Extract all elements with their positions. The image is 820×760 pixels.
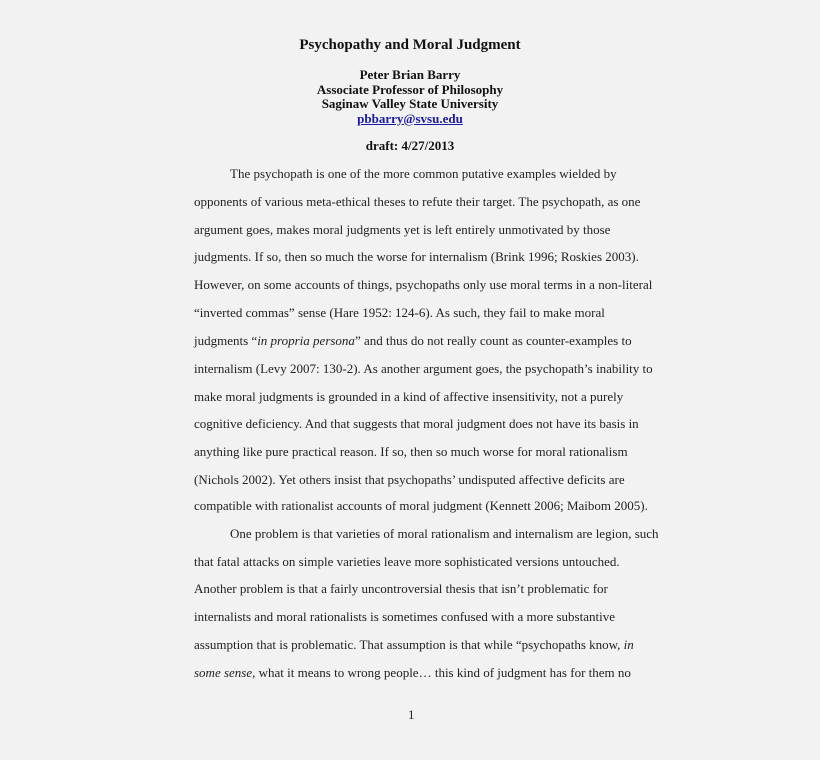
document-title: Psychopathy and Moral Judgment [299,37,521,53]
body-line: However, on some accounts of things, psychopaths only use moral terms in a non-literal [194,277,653,292]
author-affiliation: Saginaw Valley State University [321,96,499,111]
body-line [194,665,631,681]
italic-phrase: some sense [194,665,253,680]
body-line: Another problem is that a fairly uncontroversial thesis that isn’t problematic for [194,581,608,596]
page-number: 1 [408,707,415,722]
author-position: Associate Professor of Philosophy [316,81,504,97]
body-line: internalists and moral rationalists is sometimes confused with a more substantive [194,609,615,624]
italic-phrase: in [623,637,634,652]
body-text: ” and thus do not really count as counter-examples to [354,333,632,348]
body-text: , what it means to wrong people… this kind of judgment has for them no [252,665,631,680]
italic-phrase: in propria persona [257,333,355,348]
body-line: “inverted commas” sense (Hare 1952: 124-6). As such, they fail to make moral [194,305,605,320]
body-line: opponents of various meta-ethical theses to refute their target. The psychopath, as one [194,194,641,209]
author-block [0,68,820,126]
body-line: cognitive deficiency. And that suggests that moral judgment does not have its basis in [194,416,639,431]
body-line: anything like pure practical reason. If so, then so much worse for moral rationalism [194,444,628,459]
body-line: make moral judgments is grounded in a kind of affective insensitivity, not a purely [194,389,624,404]
body-text: judgments “ [194,333,258,348]
author-name: Peter Brian Barry [359,67,461,82]
body-line [194,637,634,653]
body-line: that fatal attacks on simple varieties leave more sophisticated versions untouched. [194,554,620,569]
author-email-link[interactable]: pbbarry@svsu.edu [357,110,463,126]
body-line: judgments. If so, then so much the worse for internalism (Brink 1996; Roskies 2003). [194,249,639,264]
body-line: argument goes, makes moral judgments yet is left entirely unmotivated by those [194,222,611,237]
body-line [194,333,632,349]
body-line: (Nichols 2002). Yet others insist that psychopaths’ undisputed affective deficits are [194,472,625,487]
body-line: internalism (Levy 2007: 130-2). As another argument goes, the psychopath’s inability to [194,361,653,376]
body-text: assumption that is problematic. That assumption is that while “psychopaths know, [194,637,624,652]
draft-date: draft: 4/27/2013 [365,138,455,153]
body-line: The psychopath is one of the more common putative examples wielded by [230,166,617,181]
body-line: compatible with rationalist accounts of moral judgment (Kennett 2006; Maibom 2005). [194,498,648,513]
body-line: One problem is that varieties of moral rationalism and internalism are legion, such [230,526,659,541]
